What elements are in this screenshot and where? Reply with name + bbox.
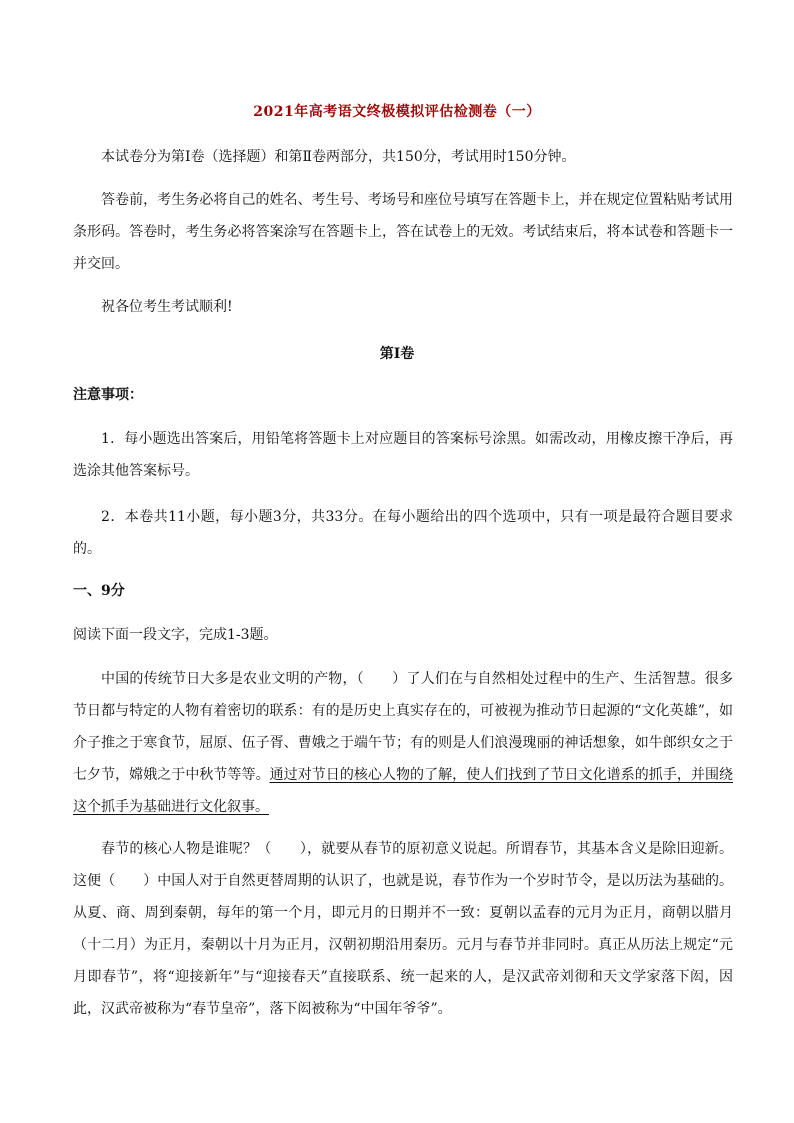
part1-instruction: 阅读下面一段文字，完成1-3题。 (73, 627, 278, 643)
passage-paragraph-2: 春节的核心人物是谁呢？（ ），就要从春节的原初意义说起。所谓春节，其基本含义是除旧迎新。这便（ ）中国人对于自然更替周期的认识了，也就是说，春节作为一个岁时节令，是以历法为基础的。从夏、商、周到秦朝，每年的第一个月，即元月的日期并不一致：夏朝以孟春的元月为正月，商朝以腊月（十二月）为正月，秦朝以十月为正月，汉朝初期沿用秦历。元月与春节并非同时。真正从历法上规定“元月即春节”，将“迎接新年”与“迎接春天”直接联系、统一起来的人，是汉武帝刘彻和天文学家落下闳，因此，汉武帝被称为“春节皇帝”，落下闳被称为“中国年爷爷”。 (73, 841, 733, 1017)
intro-line-1: 本试卷分为第Ⅰ卷（选择题）和第Ⅱ卷两部分，共150分，考试用时150分钟。 (101, 149, 576, 165)
intro-line-3: 祝各位考生考试顺利! (101, 299, 233, 315)
exam-title: 2021年高考语文终极模拟评估检测卷（一） (253, 104, 541, 120)
section-heading: 第Ⅰ卷 (379, 346, 415, 362)
intro-line-2: 答卷前，考生务必将自己的姓名、考生号、考场号和座位号填写在答题卡上，并在规定位置粘贴考试用条形码。答卷时，考生务必将答案涂写在答题卡上，答在试卷上的无效。考试结束后，将本试卷和答题卡一并交回。 (73, 192, 733, 272)
passage-1-underlined-sentence: 通过对节日的核心人物的了解，使人们找到了节日文化谱系的抓手，并围绕这个抓手为基础进行文化叙事。 (73, 767, 733, 815)
notice-item-1: 1．每小题选出答案后，用铅笔将答题卡上对应题目的答案标号涂黑。如需改动，用橡皮擦干净后，再选涂其他答案标号。 (73, 431, 733, 479)
passage-paragraph-1 (73, 663, 733, 823)
notice-item-2: 2．本卷共11小题，每小题3分，共33分。在每小题给出的四个选项中，只有一项是最符合题目要求的。 (73, 509, 733, 557)
passage-1-text: 中国的传统节日大多是农业文明的产物，（ ）了人们在与自然相处过程中的生产、生活智慧。很多节日都与特定的人物有着密切的联系：有的是历史上真实存在的，可被视为推动节日起源的“文化英雄”，如介子推之于寒食节，屈原、伍子胥、曹娥之于端午节；有的则是人们浪漫瑰丽的神话想象，如牛郎织女之于七夕节，嫦娥之于中秋节等等。 (73, 671, 733, 783)
notice-heading: 注意事项： (73, 387, 143, 403)
part1-heading: 一、9分 (73, 583, 125, 599)
